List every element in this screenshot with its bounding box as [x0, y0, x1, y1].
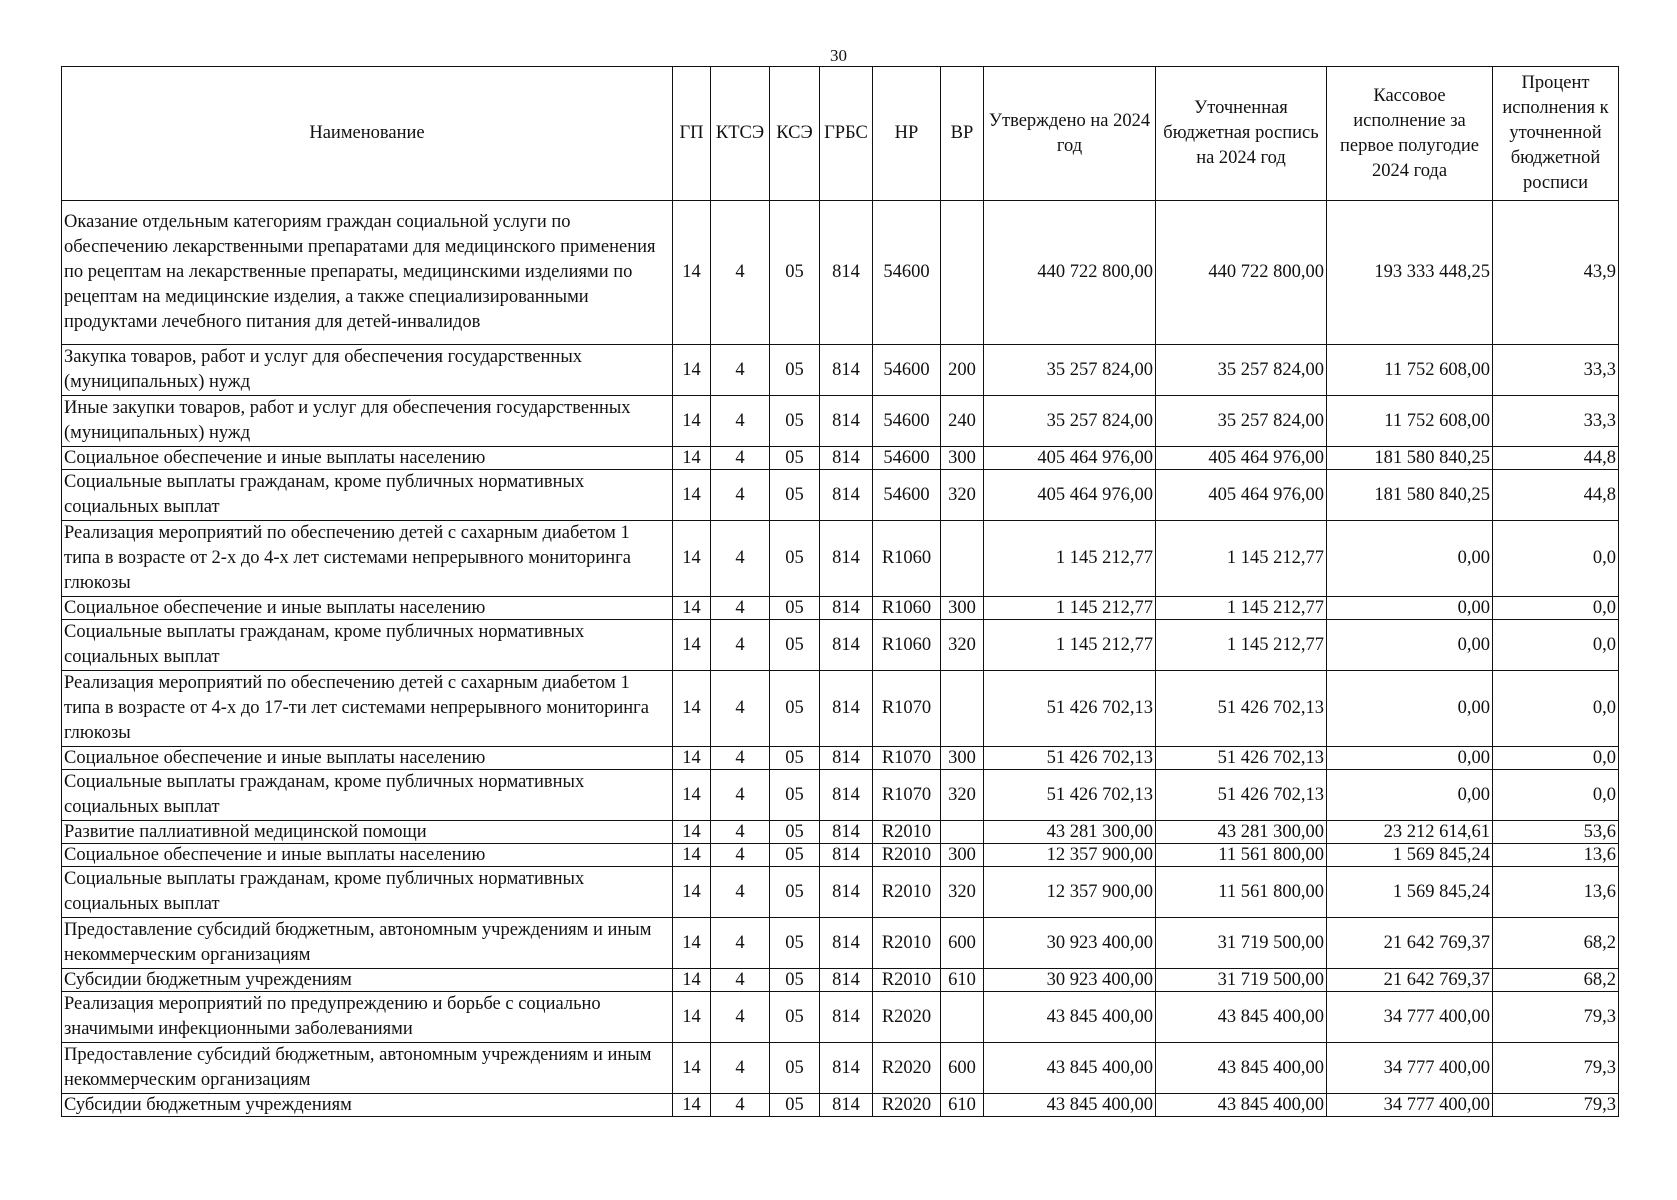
cell-cash: 181 580 840,25 [1327, 470, 1493, 521]
cell-ktse: 4 [711, 201, 770, 345]
cell-vr: 300 [941, 597, 984, 620]
cell-nr: R2010 [873, 969, 941, 992]
cell-percent: 0,0 [1493, 521, 1619, 597]
cell-refined: 31 719 500,00 [1156, 969, 1327, 992]
cell-nr: R2010 [873, 821, 941, 844]
budget-table [61, 66, 1619, 1117]
cell-name: Предоставление субсидий бюджетным, автономным учреждениям и иным некоммерческим организациям [62, 918, 673, 969]
cell-grbs: 814 [820, 396, 873, 447]
cell-cash: 0,00 [1327, 620, 1493, 671]
cell-kse: 05 [770, 620, 820, 671]
cell-kse: 05 [770, 1043, 820, 1094]
header-row [62, 67, 1619, 201]
cell-refined: 43 845 400,00 [1156, 1094, 1327, 1117]
cell-gp: 14 [673, 867, 711, 918]
cell-nr: R1070 [873, 770, 941, 821]
cell-name: Субсидии бюджетным учреждениям [62, 1094, 673, 1117]
table-row [62, 345, 1619, 396]
cell-approved: 30 923 400,00 [984, 918, 1156, 969]
cell-nr: R1070 [873, 747, 941, 770]
cell-kse: 05 [770, 470, 820, 521]
cell-kse: 05 [770, 201, 820, 345]
table-row [62, 1094, 1619, 1117]
cell-ktse: 4 [711, 992, 770, 1043]
cell-grbs: 814 [820, 821, 873, 844]
cell-name: Предоставление субсидий бюджетным, автономным учреждениям и иным некоммерческим организациям [62, 1043, 673, 1094]
cell-refined: 43 845 400,00 [1156, 992, 1327, 1043]
table-row [62, 992, 1619, 1043]
cell-ktse: 4 [711, 821, 770, 844]
cell-nr: R2020 [873, 1094, 941, 1117]
cell-approved: 30 923 400,00 [984, 969, 1156, 992]
cell-ktse: 4 [711, 1094, 770, 1117]
cell-gp: 14 [673, 821, 711, 844]
cell-approved: 51 426 702,13 [984, 671, 1156, 747]
col-header-ktse: КТСЭ [711, 67, 770, 201]
cell-kse: 05 [770, 821, 820, 844]
cell-cash: 1 569 845,24 [1327, 867, 1493, 918]
cell-vr: 300 [941, 447, 984, 470]
cell-cash: 34 777 400,00 [1327, 992, 1493, 1043]
cell-vr [941, 821, 984, 844]
table-row [62, 918, 1619, 969]
cell-cash: 21 642 769,37 [1327, 918, 1493, 969]
table-row [62, 671, 1619, 747]
cell-grbs: 814 [820, 201, 873, 345]
cell-name: Социальные выплаты гражданам, кроме публичных нормативных социальных выплат [62, 470, 673, 521]
table-row [62, 867, 1619, 918]
cell-refined: 1 145 212,77 [1156, 597, 1327, 620]
col-header-refined: Уточненная бюджетная роспись на 2024 год [1156, 67, 1327, 201]
cell-gp: 14 [673, 992, 711, 1043]
cell-gp: 14 [673, 1094, 711, 1117]
cell-vr: 240 [941, 396, 984, 447]
cell-name: Закупка товаров, работ и услуг для обеспечения государственных (муниципальных) нужд [62, 345, 673, 396]
cell-gp: 14 [673, 345, 711, 396]
table-row [62, 821, 1619, 844]
cell-cash: 193 333 448,25 [1327, 201, 1493, 345]
cell-nr: 54600 [873, 447, 941, 470]
cell-refined: 51 426 702,13 [1156, 671, 1327, 747]
cell-percent: 79,3 [1493, 1043, 1619, 1094]
cell-gp: 14 [673, 969, 711, 992]
cell-kse: 05 [770, 992, 820, 1043]
cell-nr: R2010 [873, 867, 941, 918]
cell-gp: 14 [673, 521, 711, 597]
cell-approved: 12 357 900,00 [984, 867, 1156, 918]
table-row [62, 396, 1619, 447]
cell-kse: 05 [770, 447, 820, 470]
cell-vr: 320 [941, 470, 984, 521]
cell-approved: 51 426 702,13 [984, 770, 1156, 821]
cell-vr: 320 [941, 770, 984, 821]
cell-kse: 05 [770, 597, 820, 620]
cell-gp: 14 [673, 620, 711, 671]
cell-kse: 05 [770, 345, 820, 396]
table-row [62, 844, 1619, 867]
cell-percent: 44,8 [1493, 470, 1619, 521]
cell-approved: 43 845 400,00 [984, 1094, 1156, 1117]
cell-cash: 23 212 614,61 [1327, 821, 1493, 844]
cell-ktse: 4 [711, 844, 770, 867]
cell-percent: 0,0 [1493, 671, 1619, 747]
cell-cash: 0,00 [1327, 671, 1493, 747]
table-row [62, 521, 1619, 597]
cell-percent: 79,3 [1493, 1094, 1619, 1117]
cell-gp: 14 [673, 770, 711, 821]
cell-refined: 51 426 702,13 [1156, 770, 1327, 821]
cell-kse: 05 [770, 747, 820, 770]
cell-vr [941, 992, 984, 1043]
cell-percent: 13,6 [1493, 844, 1619, 867]
cell-percent: 68,2 [1493, 969, 1619, 992]
cell-grbs: 814 [820, 447, 873, 470]
cell-percent: 79,3 [1493, 992, 1619, 1043]
cell-refined: 35 257 824,00 [1156, 396, 1327, 447]
table-row [62, 201, 1619, 345]
cell-nr: R1060 [873, 597, 941, 620]
cell-refined: 405 464 976,00 [1156, 470, 1327, 521]
cell-vr: 300 [941, 844, 984, 867]
cell-ktse: 4 [711, 521, 770, 597]
cell-grbs: 814 [820, 844, 873, 867]
cell-nr: R2010 [873, 918, 941, 969]
cell-nr: R1060 [873, 521, 941, 597]
cell-kse: 05 [770, 521, 820, 597]
cell-name: Реализация мероприятий по обеспечению детей с сахарным диабетом 1 типа в возрасте от 2-х до 4-х лет системами непрерывного мониторинга глюкозы [62, 521, 673, 597]
cell-kse: 05 [770, 770, 820, 821]
cell-grbs: 814 [820, 470, 873, 521]
cell-vr: 320 [941, 620, 984, 671]
cell-vr [941, 671, 984, 747]
cell-cash: 0,00 [1327, 521, 1493, 597]
cell-grbs: 814 [820, 770, 873, 821]
cell-approved: 1 145 212,77 [984, 521, 1156, 597]
cell-nr: R1070 [873, 671, 941, 747]
cell-refined: 35 257 824,00 [1156, 345, 1327, 396]
cell-name: Социальные выплаты гражданам, кроме публичных нормативных социальных выплат [62, 770, 673, 821]
cell-kse: 05 [770, 867, 820, 918]
cell-gp: 14 [673, 470, 711, 521]
cell-nr: 54600 [873, 201, 941, 345]
cell-cash: 1 569 845,24 [1327, 844, 1493, 867]
col-header-nr: НР [873, 67, 941, 201]
cell-percent: 68,2 [1493, 918, 1619, 969]
cell-gp: 14 [673, 844, 711, 867]
cell-refined: 405 464 976,00 [1156, 447, 1327, 470]
cell-vr: 300 [941, 747, 984, 770]
cell-gp: 14 [673, 447, 711, 470]
cell-gp: 14 [673, 747, 711, 770]
cell-name: Развитие паллиативной медицинской помощи [62, 821, 673, 844]
col-header-cash: Кассовое исполнение за первое полугодие 2024 года [1327, 67, 1493, 201]
cell-grbs: 814 [820, 992, 873, 1043]
cell-name: Иные закупки товаров, работ и услуг для обеспечения государственных (муниципальных) нужд [62, 396, 673, 447]
cell-grbs: 814 [820, 747, 873, 770]
col-header-approved: Утверждено на 2024 год [984, 67, 1156, 201]
cell-percent: 13,6 [1493, 867, 1619, 918]
cell-refined: 11 561 800,00 [1156, 844, 1327, 867]
cell-vr: 610 [941, 969, 984, 992]
table-row [62, 597, 1619, 620]
cell-approved: 1 145 212,77 [984, 620, 1156, 671]
cell-nr: 54600 [873, 345, 941, 396]
cell-ktse: 4 [711, 969, 770, 992]
cell-nr: R1060 [873, 620, 941, 671]
cell-name: Социальное обеспечение и иные выплаты населению [62, 597, 673, 620]
cell-grbs: 814 [820, 969, 873, 992]
cell-ktse: 4 [711, 345, 770, 396]
cell-vr [941, 521, 984, 597]
cell-percent: 33,3 [1493, 396, 1619, 447]
cell-ktse: 4 [711, 470, 770, 521]
cell-grbs: 814 [820, 867, 873, 918]
col-header-percent: Процент исполнения к уточненной бюджетной росписи [1493, 67, 1619, 201]
table-row [62, 620, 1619, 671]
cell-refined: 440 722 800,00 [1156, 201, 1327, 345]
cell-grbs: 814 [820, 597, 873, 620]
cell-percent: 0,0 [1493, 770, 1619, 821]
cell-gp: 14 [673, 1043, 711, 1094]
cell-refined: 43 845 400,00 [1156, 1043, 1327, 1094]
cell-grbs: 814 [820, 1043, 873, 1094]
cell-cash: 34 777 400,00 [1327, 1043, 1493, 1094]
cell-refined: 51 426 702,13 [1156, 747, 1327, 770]
cell-cash: 0,00 [1327, 770, 1493, 821]
cell-ktse: 4 [711, 396, 770, 447]
cell-name: Субсидии бюджетным учреждениям [62, 969, 673, 992]
cell-name: Социальные выплаты гражданам, кроме публичных нормативных социальных выплат [62, 867, 673, 918]
table-row [62, 1043, 1619, 1094]
cell-vr: 600 [941, 1043, 984, 1094]
cell-percent: 0,0 [1493, 747, 1619, 770]
cell-name: Социальное обеспечение и иные выплаты населению [62, 844, 673, 867]
cell-name: Оказание отдельным категориям граждан социальной услуги по обеспечению лекарственными препаратами для медицинского применения по рецептам на лекарственные препараты, медицинскими изделиями по рецептам на медицинские изделия, а также специализированными продуктами лечебного питания для детей-инвалидов [62, 201, 673, 345]
cell-kse: 05 [770, 671, 820, 747]
cell-vr: 610 [941, 1094, 984, 1117]
cell-cash: 34 777 400,00 [1327, 1094, 1493, 1117]
cell-percent: 0,0 [1493, 620, 1619, 671]
cell-percent: 33,3 [1493, 345, 1619, 396]
cell-ktse: 4 [711, 620, 770, 671]
cell-refined: 1 145 212,77 [1156, 620, 1327, 671]
cell-vr: 600 [941, 918, 984, 969]
cell-nr: 54600 [873, 470, 941, 521]
col-header-kse: КСЭ [770, 67, 820, 201]
cell-refined: 11 561 800,00 [1156, 867, 1327, 918]
cell-approved: 35 257 824,00 [984, 396, 1156, 447]
col-header-grbs: ГРБС [820, 67, 873, 201]
cell-approved: 35 257 824,00 [984, 345, 1156, 396]
cell-grbs: 814 [820, 671, 873, 747]
cell-approved: 1 145 212,77 [984, 597, 1156, 620]
cell-ktse: 4 [711, 597, 770, 620]
cell-kse: 05 [770, 1094, 820, 1117]
cell-nr: R2020 [873, 992, 941, 1043]
cell-cash: 11 752 608,00 [1327, 396, 1493, 447]
cell-cash: 11 752 608,00 [1327, 345, 1493, 396]
cell-approved: 405 464 976,00 [984, 447, 1156, 470]
page-number: 30 [830, 46, 847, 65]
cell-kse: 05 [770, 396, 820, 447]
cell-grbs: 814 [820, 918, 873, 969]
cell-name: Реализация мероприятий по предупреждению и борьбе с социально значимыми инфекционными заболеваниями [62, 992, 673, 1043]
table-row [62, 447, 1619, 470]
cell-gp: 14 [673, 918, 711, 969]
cell-vr: 320 [941, 867, 984, 918]
cell-name: Социальное обеспечение и иные выплаты населению [62, 447, 673, 470]
cell-ktse: 4 [711, 770, 770, 821]
col-header-name: Наименование [62, 67, 673, 201]
cell-cash: 0,00 [1327, 597, 1493, 620]
cell-refined: 31 719 500,00 [1156, 918, 1327, 969]
cell-kse: 05 [770, 969, 820, 992]
cell-name: Социальные выплаты гражданам, кроме публичных нормативных социальных выплат [62, 620, 673, 671]
cell-percent: 53,6 [1493, 821, 1619, 844]
cell-gp: 14 [673, 597, 711, 620]
cell-percent: 44,8 [1493, 447, 1619, 470]
cell-ktse: 4 [711, 918, 770, 969]
table-row [62, 770, 1619, 821]
cell-percent: 0,0 [1493, 597, 1619, 620]
cell-ktse: 4 [711, 671, 770, 747]
cell-approved: 440 722 800,00 [984, 201, 1156, 345]
cell-gp: 14 [673, 201, 711, 345]
cell-approved: 405 464 976,00 [984, 470, 1156, 521]
cell-kse: 05 [770, 844, 820, 867]
cell-ktse: 4 [711, 447, 770, 470]
cell-cash: 181 580 840,25 [1327, 447, 1493, 470]
table-row [62, 747, 1619, 770]
cell-kse: 05 [770, 918, 820, 969]
cell-refined: 1 145 212,77 [1156, 521, 1327, 597]
cell-grbs: 814 [820, 1094, 873, 1117]
cell-nr: 54600 [873, 396, 941, 447]
cell-approved: 51 426 702,13 [984, 747, 1156, 770]
cell-approved: 43 845 400,00 [984, 992, 1156, 1043]
cell-approved: 43 281 300,00 [984, 821, 1156, 844]
cell-gp: 14 [673, 671, 711, 747]
cell-vr [941, 201, 984, 345]
cell-cash: 21 642 769,37 [1327, 969, 1493, 992]
cell-vr: 200 [941, 345, 984, 396]
cell-nr: R2010 [873, 844, 941, 867]
cell-name: Социальное обеспечение и иные выплаты населению [62, 747, 673, 770]
cell-refined: 43 281 300,00 [1156, 821, 1327, 844]
table-row [62, 969, 1619, 992]
cell-grbs: 814 [820, 620, 873, 671]
cell-ktse: 4 [711, 867, 770, 918]
cell-approved: 12 357 900,00 [984, 844, 1156, 867]
cell-nr: R2020 [873, 1043, 941, 1094]
cell-name: Реализация мероприятий по обеспечению детей с сахарным диабетом 1 типа в возрасте от 4-х до 17-ти лет системами непрерывного мониторинга глюкозы [62, 671, 673, 747]
cell-percent: 43,9 [1493, 201, 1619, 345]
col-header-vr: ВР [941, 67, 984, 201]
col-header-gp: ГП [673, 67, 711, 201]
cell-grbs: 814 [820, 345, 873, 396]
cell-ktse: 4 [711, 1043, 770, 1094]
cell-grbs: 814 [820, 521, 873, 597]
cell-cash: 0,00 [1327, 747, 1493, 770]
cell-approved: 43 845 400,00 [984, 1043, 1156, 1094]
cell-ktse: 4 [711, 747, 770, 770]
cell-gp: 14 [673, 396, 711, 447]
table-row [62, 470, 1619, 521]
